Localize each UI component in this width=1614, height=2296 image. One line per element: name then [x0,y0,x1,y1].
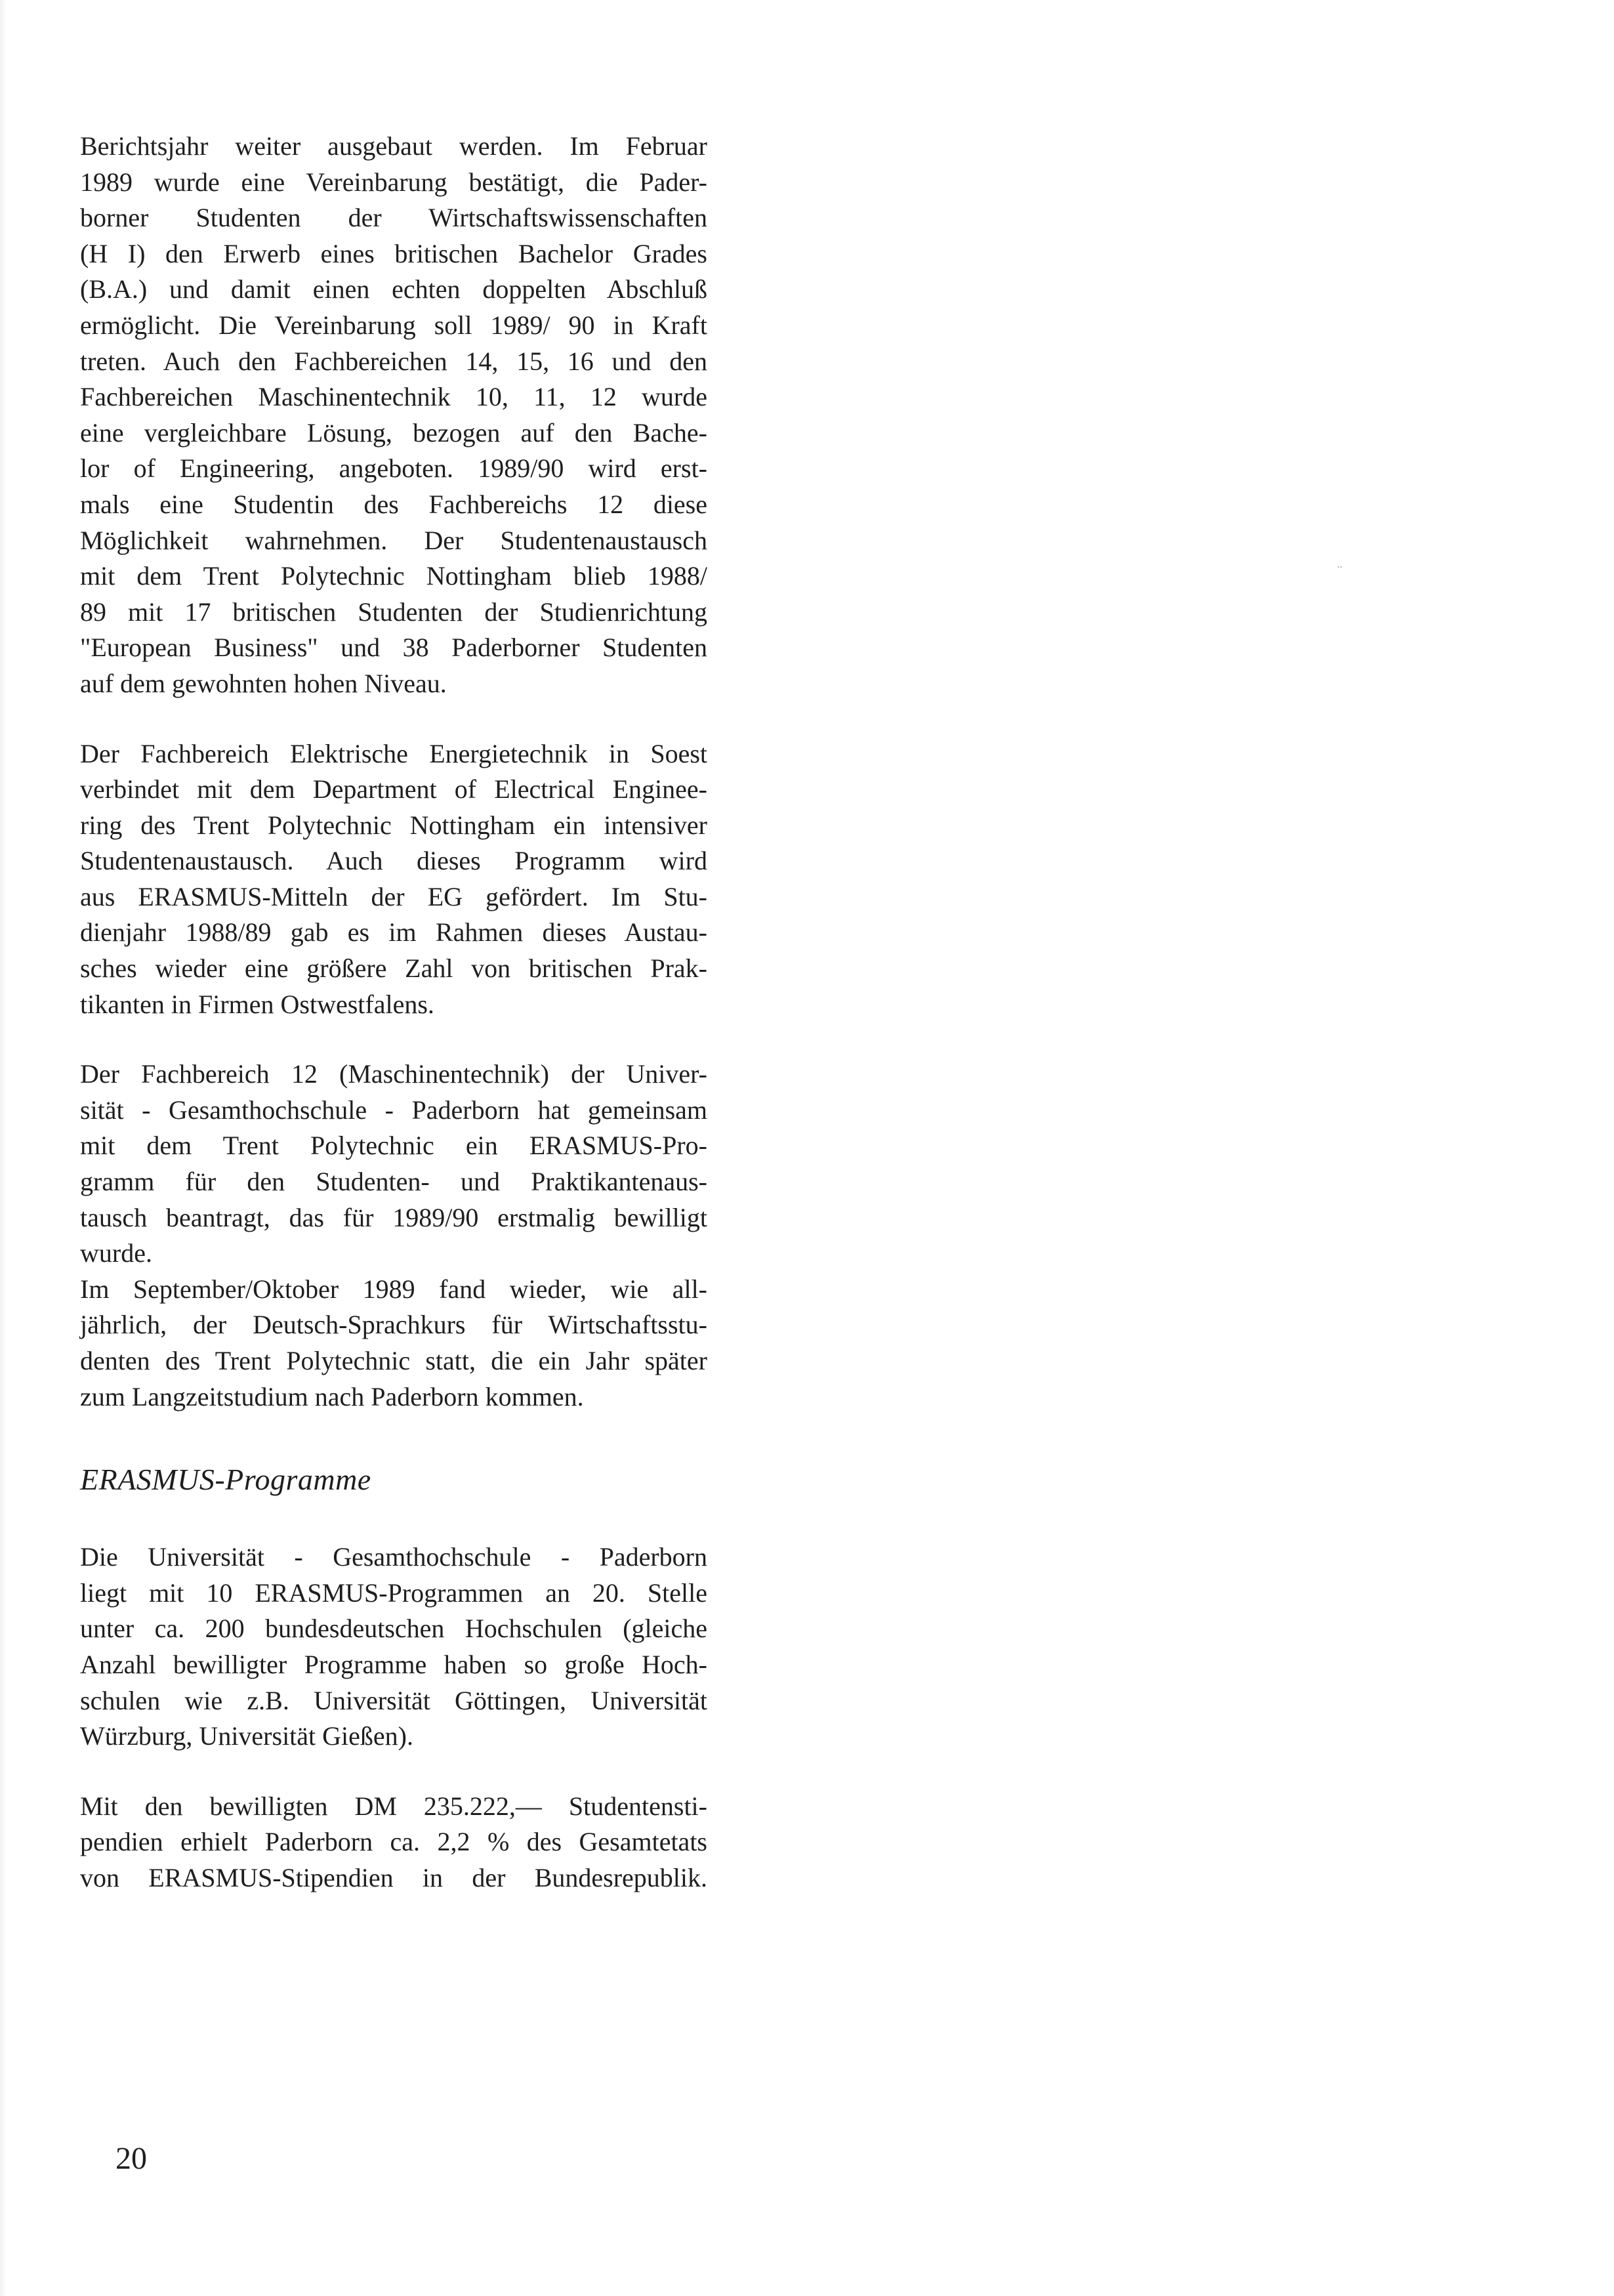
text-line: Der Fachbereich Elektrische Energietechnik in Soest [80,738,707,768]
text-line: Studentenaustausch. Auch dieses Programm wird [80,846,707,876]
text-line: unter ca. 200 bundesdeutschen Hochschulen (gleiche [80,1614,707,1644]
text-line: ermöglicht. Die Vereinbarung soll 1989/ 90 in Kraft [80,310,707,340]
paragraph-gap [80,702,707,736]
text-column [80,129,707,1896]
text-line: sches wieder eine größere Zahl von britischen Prak- [80,953,707,984]
text-line: 1989 wurde eine Vereinbarung bestätigt, die Pader- [80,167,707,197]
text-line: Würzburg, Universität Gießen). [80,1721,413,1751]
text-line: pendien erhielt Paderborn ca. 2,2 % des Gesamtetats [80,1827,707,1857]
text-line: liegt mit 10 ERASMUS-Programmen an 20. Stelle [80,1577,707,1608]
paragraph-1 [80,129,707,702]
text-line: Fachbereichen Maschinentechnik 10, 11, 12 wurde [80,382,707,412]
text-line: Im September/Oktober 1989 fand wieder, wie all- [80,1274,707,1304]
scan-edge [0,0,7,2296]
page-number: 20 [115,2141,147,2176]
text-line: dienjahr 1988/89 gab es im Rahmen dieses Austau- [80,917,707,948]
text-line: Möglichkeit wahrnehmen. Der Studentenaustausch [80,525,707,555]
paragraph-4 [80,1539,707,1755]
text-line: gramm für den Studenten- und Praktikantenaus- [80,1167,707,1197]
text-line: 89 mit 17 britischen Studenten der Studienrichtung [80,596,707,627]
text-line: mit dem Trent Polytechnic ein ERASMUS-Pro- [80,1131,707,1161]
text-line: Mit den bewilligten DM 235.222,— Studentensti- [80,1791,707,1821]
text-line: denten des Trent Polytechnic statt, die ein Jahr später [80,1346,707,1375]
paragraph-3 [80,1056,707,1415]
text-line: tikanten in Firmen Ostwestfalens. [80,989,434,1019]
text-line: lor of Engineering, angeboten. 1989/90 wird erst- [80,453,707,484]
text-line: jährlich, der Deutsch-Sprachkurs für Wirtschaftsstu- [80,1310,707,1340]
text-line: Die Universität - Gesamthochschule - Paderborn [80,1542,707,1572]
text-line: zum Langzeitstudium nach Paderborn kommen. [80,1381,584,1411]
text-line: (H I) den Erwerb eines britischen Bachelor Grades [80,238,707,268]
paragraph-2 [80,736,707,1023]
text-line: Der Fachbereich 12 (Maschinentechnik) der Univer- [80,1059,707,1089]
text-line: Anzahl bewilligter Programme haben so große Hoch- [80,1649,707,1679]
paragraph-5 [80,1789,707,1896]
text-line: (B.A.) und damit einen echten doppelten Abschluß [80,274,707,304]
text-line: schulen wie z.B. Universität Göttingen, Universität [80,1685,707,1715]
text-line: mit dem Trent Polytechnic Nottingham blieb 1988/ [80,561,707,591]
text-line: tausch beantragt, das für 1989/90 erstmalig bewilligt [80,1202,707,1232]
text-line: Berichtsjahr weiter ausgebaut werden. Im Februar [80,131,707,161]
text-line: sität - Gesamthochschule - Paderborn hat gemeinsam [80,1095,707,1125]
scan-speck: .. [1337,559,1342,570]
text-line: verbindet mit dem Department of Electrical Enginee- [80,774,707,804]
section-gap [80,1415,707,1461]
text-line: eine vergleichbare Lösung, bezogen auf den Bache- [80,417,707,448]
text-line: treten. Auch den Fachbereichen 14, 15, 16 und den [80,346,707,376]
text-line: aus ERASMUS-Mitteln der EG gefördert. Im Stu- [80,881,707,911]
paragraph-gap [80,1022,707,1056]
text-line: von ERASMUS-Stipendien in der Bundesrepublik. [80,1862,707,1892]
text-line: ring des Trent Polytechnic Nottingham ein intensiver [80,810,707,840]
paragraph-gap [80,1755,707,1789]
text-line: "European Business" und 38 Paderborner Studenten [80,633,707,663]
section-heading: ERASMUS-Programme [80,1463,371,1497]
heading-gap [80,1499,707,1539]
text-line: borner Studenten der Wirtschaftswissenschaften [80,203,707,233]
text-line: mals eine Studentin des Fachbereichs 12 diese [80,489,707,519]
text-line: wurde. [80,1238,152,1268]
text-line: auf dem gewohnten hohen Niveau. [80,668,447,698]
